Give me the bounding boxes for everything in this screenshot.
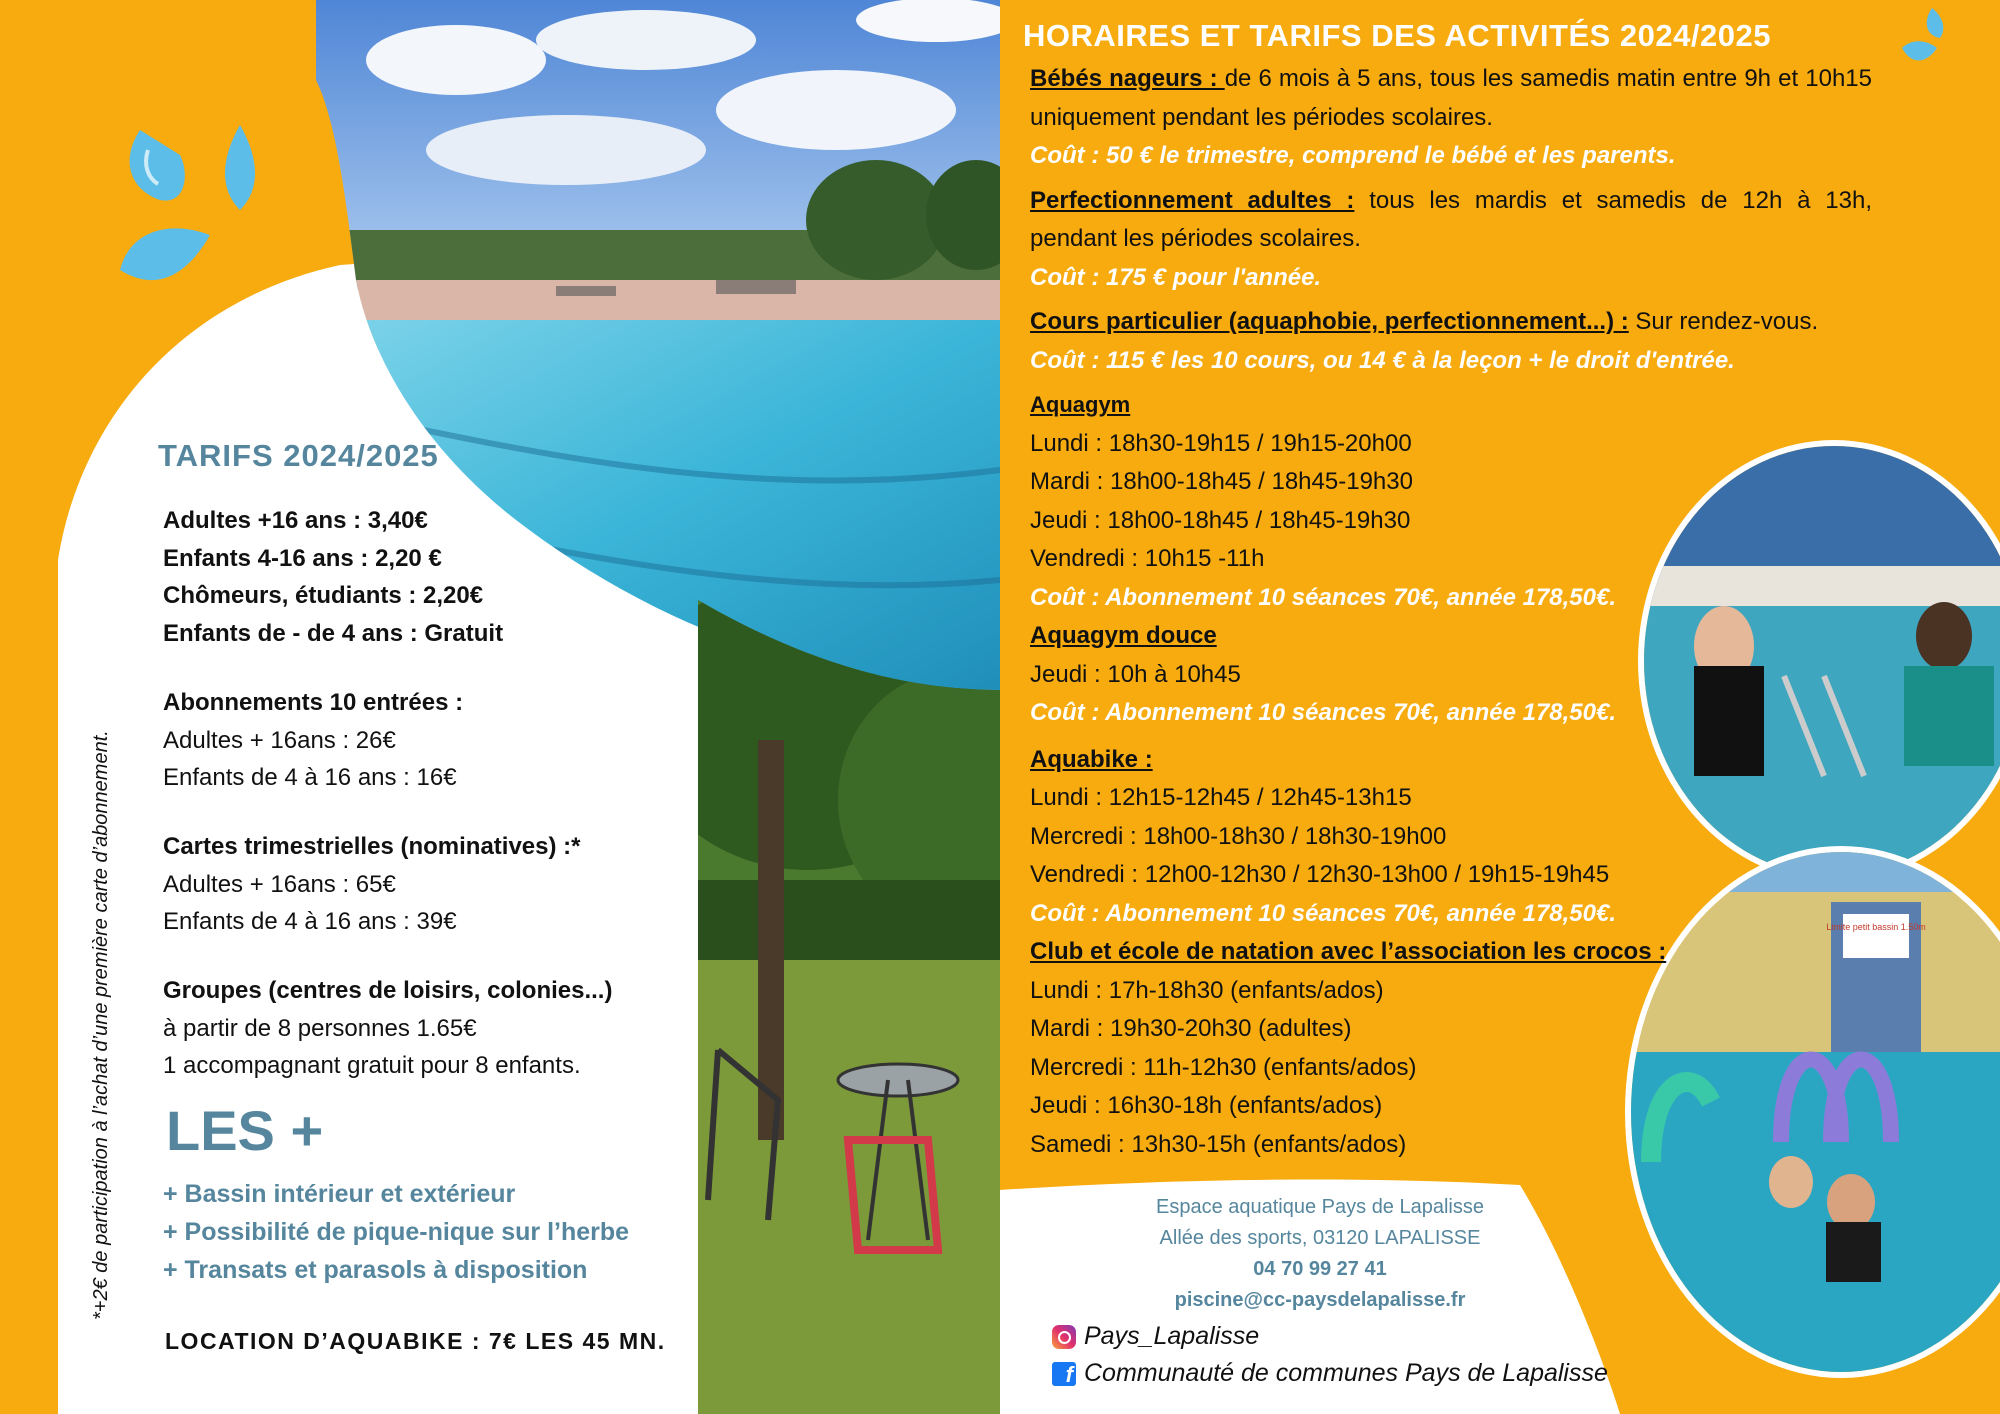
aquagym-line: Mardi : 18h00-18h45 / 18h45-19h30 [1030,468,1413,495]
contact-phone[interactable]: 04 70 99 27 41 [1253,1258,1387,1280]
aquagym-cost: Coût : Abonnement 10 séances 70€, année 178,50€. [1030,583,1617,611]
les-plus-list [163,1175,629,1289]
instagram-link[interactable] [1052,1322,1259,1351]
price-adults: Adultes +16 ans : 3,40€ [163,507,428,534]
cartes-line: Enfants de 4 à 16 ans : 39€ [163,908,457,935]
contact-email[interactable]: piscine@cc-paysdelapalisse.fr [1174,1289,1466,1311]
abonnements-block [163,684,723,797]
abonnements-title: Abonnements 10 entrées : [163,689,464,716]
facebook-page: Communauté de communes Pays de Lapalisse [1084,1359,1608,1387]
cours-particulier [1030,303,1872,342]
activities-title: HORAIRES ET TARIFS DES ACTIVITÉS 2024/2025 [1023,18,1771,53]
les-plus-item: + Bassin intérieur et extérieur [163,1180,516,1208]
activities-list [1030,60,1872,1164]
cartes-block [163,828,723,941]
pool-sign: Limite petit bassin 1.50m [1826,922,1926,932]
aquagym-label: Aquagym [1030,392,1131,417]
contact-address: Allée des sports, 03120 LAPALISSE [1159,1227,1481,1249]
club-line: Samedi : 13h30-15h (enfants/ados) [1030,1130,1407,1158]
aquabike-line: Mercredi : 18h00-18h30 / 18h30-19h00 [1030,822,1447,850]
les-plus-title: LES + [166,1099,324,1162]
groupes-title: Groupes (centres de loisirs, colonies...) [163,977,613,1004]
water-splash-small-icon [1902,8,1952,72]
cours-text: Sur rendez-vous. [1628,308,1819,335]
water-splash-icon [110,120,280,310]
facebook-icon: f [1052,1362,1076,1386]
bebes-nageurs [1030,60,1872,137]
aquagym-line: Vendredi : 10h15 -11h [1030,545,1265,572]
club-line: Jeudi : 16h30-18h (enfants/ados) [1030,1092,1383,1119]
cartes-title: Cartes trimestrielles (nominatives) :* [163,833,581,860]
perfectionnement [1030,182,1872,259]
perf-cost: Coût : 175 € pour l'année. [1030,263,1322,291]
bebes-text: de 6 mois à 5 ans, tous les samedis matin entre 9h et 10h15 uniquement pendant les périodes scolaires. [1030,65,1872,131]
subscription-footnote: *+2€ de participation à l’achat d’une première carte d’abonnement. [90,730,112,1320]
les-plus-item: + Possibilité de pique-nique sur l’herbe [163,1218,630,1246]
aquabike-line: Vendredi : 12h00-12h30 / 12h30-13h00 / 19h15-19h45 [1030,861,1610,888]
aquabike-line: Lundi : 12h15-12h45 / 12h45-13h15 [1030,784,1412,811]
les-plus-item: + Transats et parasols à disposition [163,1256,588,1284]
aquagym-douce-line: Jeudi : 10h à 10h45 [1030,660,1241,688]
perf-label: Perfectionnement adultes : [1030,186,1355,214]
bebes-cost: Coût : 50 € le trimestre, comprend le bébé et les parents. [1030,142,1676,169]
cours-cost: Coût : 115 € les 10 cours, ou 14 € à la leçon + le droit d'entrée. [1030,346,1735,374]
club-label: Club et école de natation avec l’association les crocos : [1030,938,1667,965]
groupes-line: 1 accompagnant gratuit pour 8 enfants. [163,1052,581,1079]
instagram-handle: Pays_Lapalisse [1084,1322,1260,1350]
price-students: Chômeurs, étudiants : 2,20€ [163,582,484,609]
price-children: Enfants 4-16 ans : 2,20 € [163,544,442,572]
instagram-icon [1052,1325,1076,1349]
aquabike-label: Aquabike : [1030,745,1153,773]
contact-block [1040,1192,1600,1316]
club-line: Mercredi : 11h-12h30 (enfants/ados) [1030,1053,1417,1081]
tarifs-title: TARIFS 2024/2025 [158,438,439,473]
garden-photo [698,600,1000,1414]
facebook-link[interactable] [1052,1359,1608,1388]
abonnements-line: Adultes + 16ans : 26€ [163,726,396,754]
contact-name: Espace aquatique Pays de Lapalisse [1155,1196,1484,1218]
abonnements-line: Enfants de 4 à 16 ans : 16€ [163,764,457,791]
cartes-line: Adultes + 16ans : 65€ [163,870,396,898]
groupes-block [163,972,723,1085]
price-list [163,502,723,652]
perf-text: tous les mardis et samedis de 12h à 13h, pendant les périodes scolaires. [1030,186,1873,252]
aquabike-rental: LOCATION D’AQUABIKE : 7€ LES 45 MN. [165,1328,666,1354]
aquabike-cost: Coût : Abonnement 10 séances 70€, année 178,50€. [1030,899,1617,927]
cours-label: Cours particulier (aquaphobie, perfectionnement...) : [1030,308,1629,335]
club-line: Lundi : 17h-18h30 (enfants/ados) [1030,976,1384,1004]
price-under4: Enfants de - de 4 ans : Gratuit [163,619,504,647]
aquagym-line: Lundi : 18h30-19h15 / 19h15-20h00 [1030,429,1412,457]
groupes-line: à partir de 8 personnes 1.65€ [163,1014,477,1042]
aquagym-douce-label: Aquagym douce [1030,622,1217,649]
aquagym-douce-cost: Coût : Abonnement 10 séances 70€, année 178,50€. [1030,699,1617,726]
bebes-label: Bébés nageurs : [1030,65,1225,92]
aquagym-line: Jeudi : 18h00-18h45 / 18h45-19h30 [1030,506,1411,534]
club-line: Mardi : 19h30-20h30 (adultes) [1030,1015,1352,1042]
